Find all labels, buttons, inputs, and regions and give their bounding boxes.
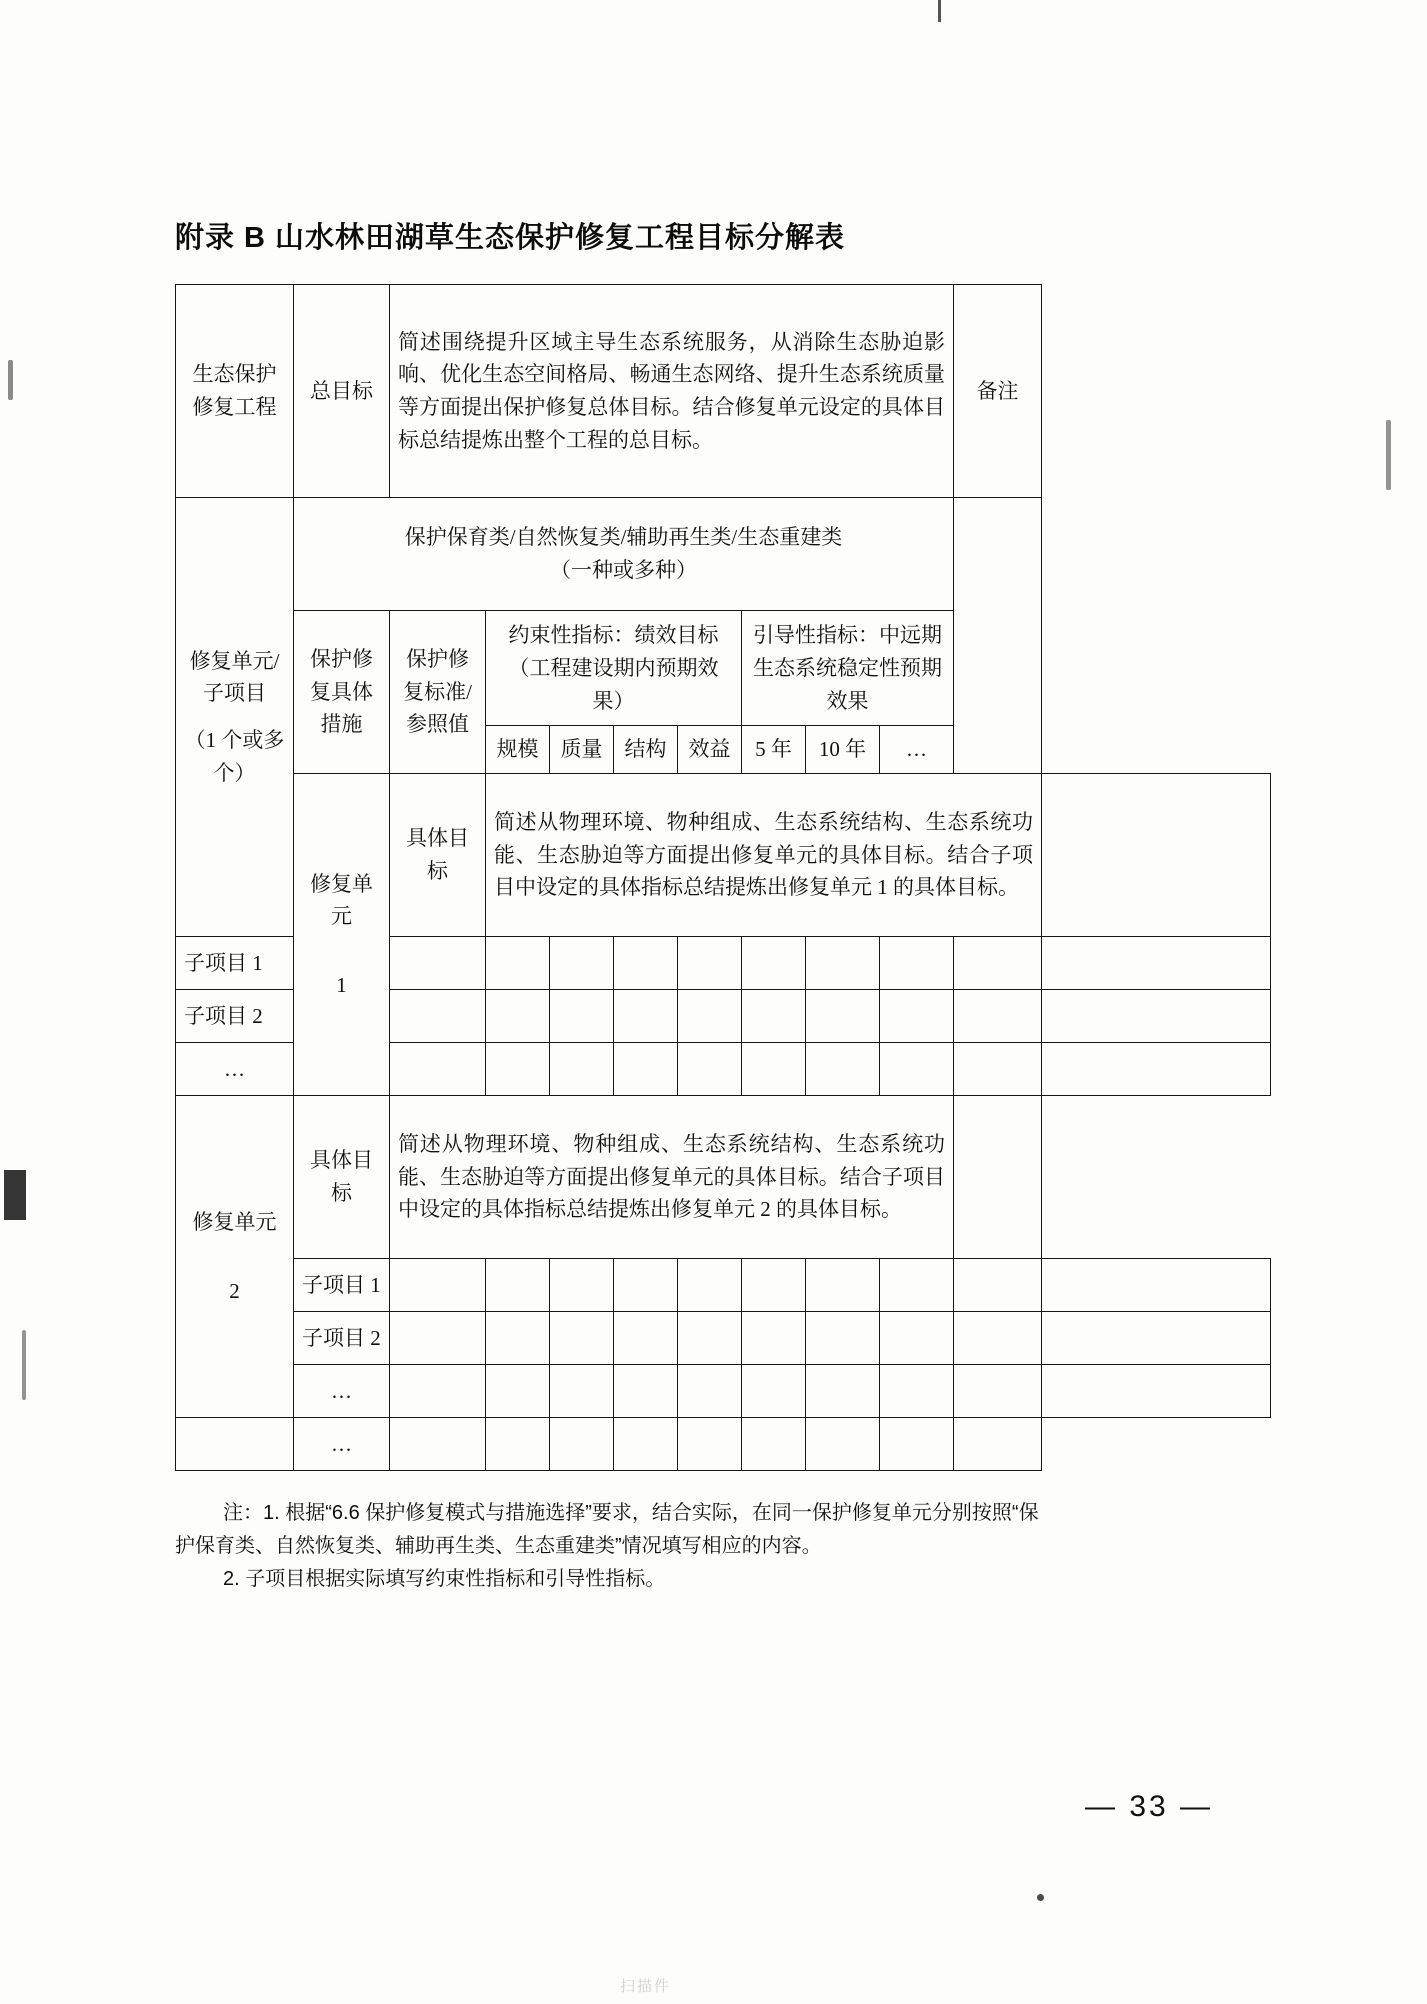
cell-unit1-sub3-standard bbox=[486, 1043, 550, 1096]
cell-category-types bbox=[294, 498, 954, 611]
cell-subhead-scale: 规模 bbox=[486, 726, 550, 774]
cell-unit2-sub3-measure bbox=[390, 1365, 486, 1418]
repair-unit-label-line1: 修复单元/子项目 bbox=[189, 648, 280, 706]
cell-unit1-sub2-10year bbox=[880, 990, 954, 1043]
cell-unit2-sub1-5year bbox=[806, 1259, 880, 1312]
cell-unit2-sub2-remark bbox=[1042, 1312, 1271, 1365]
footer-faint-text: 扫描件 bbox=[620, 1979, 672, 1995]
cell-unit2-sub1-standard bbox=[486, 1259, 550, 1312]
cell-unit2-sub2-more bbox=[954, 1312, 1042, 1365]
note-line-2: 护保育类、自然恢复类、辅助再生类、生态重建类”情况填写相应的内容。 bbox=[175, 1535, 822, 1557]
cell-unit2-sub3-more bbox=[954, 1365, 1042, 1418]
cell-col-measure bbox=[294, 611, 390, 774]
cell-unit1-sub2-benefit bbox=[742, 990, 806, 1043]
cell-col-constraint bbox=[486, 611, 742, 726]
cell-unit2-sub1-remark bbox=[1042, 1259, 1271, 1312]
cell-last-quality bbox=[614, 1418, 678, 1471]
table-notes bbox=[175, 1497, 1275, 1596]
cell-remark-blank-b bbox=[1042, 774, 1271, 937]
scan-artifact bbox=[8, 360, 13, 400]
cell-unit2-sub3-structure bbox=[678, 1365, 742, 1418]
goal-decomposition-table bbox=[175, 284, 1271, 1471]
cell-remark-header: 备注 bbox=[954, 285, 1042, 498]
category-line-1: 保护保育类/自然恢复类/辅助再生类/生态重建类 bbox=[404, 525, 843, 550]
cell-unit1-sub2-standard bbox=[486, 990, 550, 1043]
category-line-2: （一种或多种） bbox=[550, 558, 697, 582]
cell-col-guide bbox=[742, 611, 954, 726]
note-line-1: 注：1. 根据“6.6 保护修复模式与措施选择”要求，结合实际，在同一保护修复单元分别按照“保 bbox=[223, 1502, 1039, 1524]
cell-last-5year bbox=[806, 1418, 880, 1471]
unit2-name-line2: 2 bbox=[229, 1278, 240, 1303]
cell-unit1-sub3-scale bbox=[550, 1043, 614, 1096]
cell-last-scale bbox=[550, 1418, 614, 1471]
cell-unit1-sub2-measure bbox=[390, 990, 486, 1043]
cell-col-standard bbox=[390, 611, 486, 774]
table-row-unit2-sub1 bbox=[176, 1259, 1271, 1312]
repair-unit-label-line2: （1 个或多个） bbox=[184, 728, 285, 785]
cell-unit1-sub3-10year bbox=[880, 1043, 954, 1096]
cell-unit2-sub3-5year bbox=[806, 1365, 880, 1418]
cell-unit1-sub3-5year bbox=[806, 1043, 880, 1096]
cell-unit1-sub1-measure bbox=[390, 937, 486, 990]
cell-unit2-goal-text: 简述从物理环境、物种组成、生态系统结构、生态系统功能、生态胁迫等方面提出修复单元的具体目标。结合子项目中设定的具体指标总结提炼出修复单元 2 的具体目标。 bbox=[390, 1096, 954, 1259]
unit2-name-line1: 修复单元 bbox=[192, 1209, 277, 1234]
table-row-column-heads bbox=[176, 611, 1271, 726]
scan-artifact bbox=[22, 1330, 26, 1400]
cell-last-ellipsis: … bbox=[294, 1418, 390, 1471]
cell-subhead-benefit: 效益 bbox=[678, 726, 742, 774]
table-row-unit2-goal bbox=[176, 1096, 1271, 1259]
cell-unit1-sub3-more bbox=[954, 1043, 1042, 1096]
cell-unit2-sub3-scale bbox=[550, 1365, 614, 1418]
scan-artifact bbox=[1037, 1894, 1044, 1901]
table-row-unit2-sub3 bbox=[176, 1365, 1271, 1418]
cell-unit1-sub1-quality bbox=[614, 937, 678, 990]
cell-unit2-sub2-quality bbox=[614, 1312, 678, 1365]
cell-unit1-sub3-remark bbox=[1042, 1043, 1271, 1096]
cell-unit2-sub2-measure bbox=[390, 1312, 486, 1365]
cell-last-remark bbox=[954, 1418, 1042, 1471]
col-guide-text: 引导性指标：中远期生态系统稳定性预期效果 bbox=[753, 623, 942, 713]
cell-unit2-sub1-structure bbox=[678, 1259, 742, 1312]
cell-engineering-label: 生态保护修复工程 bbox=[176, 285, 294, 498]
cell-last-benefit bbox=[742, 1418, 806, 1471]
cell-unit2-sub1-10year bbox=[880, 1259, 954, 1312]
cell-last-10year bbox=[880, 1418, 954, 1471]
cell-unit2-sub3-remark bbox=[1042, 1365, 1271, 1418]
cell-unit2-sub3-quality bbox=[614, 1365, 678, 1418]
cell-unit2-name bbox=[176, 1096, 294, 1418]
cell-unit1-goal-text: 简述从物理环境、物种组成、生态系统结构、生态系统功能、生态胁迫等方面提出修复单元的具体目标。结合子项目中设定的具体指标总结提炼出修复单元 1 的具体目标。 bbox=[486, 774, 1042, 937]
cell-overall-goal-text: 简述围绕提升区域主导生态系统服务，从消除生态胁迫影响、优化生态空间格局、畅通生态网络、提升生态系统质量等方面提出保护修复总体目标。结合修复单元设定的具体目标总结提炼出整个工程的总目标。 bbox=[390, 285, 954, 498]
cell-subhead-10year: 10 年 bbox=[806, 726, 880, 774]
cell-unit2-sub3-benefit bbox=[742, 1365, 806, 1418]
cell-last-standard bbox=[486, 1418, 550, 1471]
table-row-unit2-sub2 bbox=[176, 1312, 1271, 1365]
document-content bbox=[175, 215, 1275, 1596]
cell-unit1-sub2-quality bbox=[614, 990, 678, 1043]
cell-unit2-sub1-more bbox=[954, 1259, 1042, 1312]
cell-unit1-sub3-structure bbox=[678, 1043, 742, 1096]
cell-unit2-sub2-scale bbox=[550, 1312, 614, 1365]
cell-last-measure bbox=[390, 1418, 486, 1471]
cell-unit1-name bbox=[294, 774, 390, 1096]
unit1-name-line1: 修复单元 bbox=[310, 871, 373, 929]
cell-unit2-sub2-standard bbox=[486, 1312, 550, 1365]
cell-unit2-goal-label: 具体目标 bbox=[294, 1096, 390, 1259]
col-measure-text: 保护修复具体措施 bbox=[310, 647, 373, 737]
cell-unit2-sub2-10year bbox=[880, 1312, 954, 1365]
cell-unit1-sub2-5year bbox=[806, 990, 880, 1043]
table-row-category bbox=[176, 498, 1271, 611]
cell-unit2-sub2-label: 子项目 2 bbox=[294, 1312, 390, 1365]
cell-subhead-structure: 结构 bbox=[614, 726, 678, 774]
cell-unit1-sub2-structure bbox=[678, 990, 742, 1043]
cell-unit1-sub3-benefit bbox=[742, 1043, 806, 1096]
cell-subhead-more: … bbox=[880, 726, 954, 774]
cell-subhead-5year: 5 年 bbox=[742, 726, 806, 774]
page-title: 附录 B 山水林田湖草生态保护修复工程目标分解表 bbox=[175, 222, 846, 254]
cell-unit1-sub1-standard bbox=[486, 937, 550, 990]
cell-unit2-sub1-quality bbox=[614, 1259, 678, 1312]
page-number: — 33 — bbox=[1085, 1790, 1214, 1823]
cell-unit1-sub2-more bbox=[954, 990, 1042, 1043]
cell-repair-unit-label bbox=[176, 498, 294, 937]
cell-unit1-sub2-label: 子项目 2 bbox=[176, 990, 294, 1043]
note-line-3: 2. 子项目根据实际填写约束性指标和引导性指标。 bbox=[223, 1568, 666, 1590]
cell-subhead-quality: 质量 bbox=[550, 726, 614, 774]
cell-unit1-sub3-quality bbox=[614, 1043, 678, 1096]
cell-unit1-sub1-scale bbox=[550, 937, 614, 990]
cell-unit2-sub2-benefit bbox=[742, 1312, 806, 1365]
cell-unit2-sub3-label: … bbox=[294, 1365, 390, 1418]
cell-remark-blank-c bbox=[954, 1096, 1042, 1259]
cell-unit2-sub3-10year bbox=[880, 1365, 954, 1418]
cell-remark-blank-a bbox=[954, 498, 1042, 774]
table-row-ellipsis bbox=[176, 1418, 1271, 1471]
cell-unit1-sub1-benefit bbox=[742, 937, 806, 990]
cell-unit1-sub2-scale bbox=[550, 990, 614, 1043]
cell-overall-goal-label: 总目标 bbox=[294, 285, 390, 498]
cell-unit1-sub1-label: 子项目 1 bbox=[176, 937, 294, 990]
col-constraint-text: 约束性指标：绩效目标（工程建设期内预期效果） bbox=[508, 623, 719, 713]
cell-unit2-sub3-standard bbox=[486, 1365, 550, 1418]
unit1-name-line2: 1 bbox=[336, 972, 347, 997]
cell-unit1-sub3-measure bbox=[390, 1043, 486, 1096]
cell-unit2-sub2-structure bbox=[678, 1312, 742, 1365]
table-row-overall-goal bbox=[176, 285, 1271, 498]
col-standard-text: 保护修复标准/参照值 bbox=[403, 647, 472, 737]
scan-artifact bbox=[4, 1170, 26, 1220]
cell-unit1-sub1-more bbox=[954, 937, 1042, 990]
cell-unit1-sub1-5year bbox=[806, 937, 880, 990]
scan-artifact bbox=[938, 0, 941, 22]
cell-unit1-goal-label: 具体目标 bbox=[390, 774, 486, 937]
cell-unit2-sub1-benefit bbox=[742, 1259, 806, 1312]
cell-unit1-sub3-label: … bbox=[176, 1043, 294, 1096]
table-row-unit1-goal bbox=[176, 774, 1271, 937]
cell-last-structure bbox=[678, 1418, 742, 1471]
cell-unit2-sub1-label: 子项目 1 bbox=[294, 1259, 390, 1312]
cell-unit2-sub2-5year bbox=[806, 1312, 880, 1365]
cell-last-unit bbox=[176, 1418, 294, 1471]
cell-unit2-sub1-measure bbox=[390, 1259, 486, 1312]
cell-unit2-sub1-scale bbox=[550, 1259, 614, 1312]
scan-artifact bbox=[1386, 420, 1391, 490]
cell-unit1-sub1-remark bbox=[1042, 937, 1271, 990]
cell-unit1-sub1-10year bbox=[880, 937, 954, 990]
cell-unit1-sub1-structure bbox=[678, 937, 742, 990]
cell-unit1-sub2-remark bbox=[1042, 990, 1271, 1043]
